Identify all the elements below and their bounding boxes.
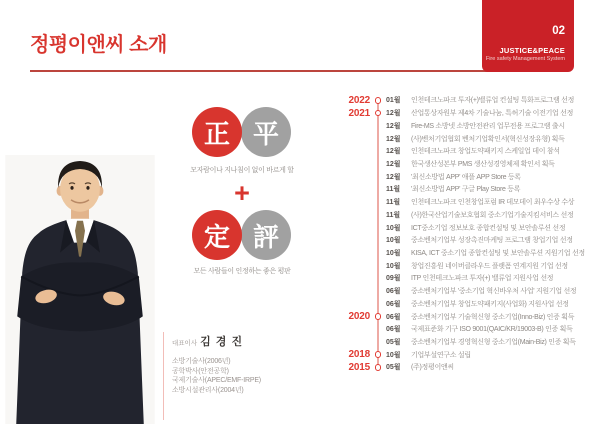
timeline-row: [330, 298, 598, 311]
timeline-month: 12월: [386, 110, 401, 118]
timeline-month: 11월: [386, 199, 401, 207]
timeline-node: [370, 148, 386, 155]
timeline-month: 10월: [386, 237, 401, 245]
timeline-month: 11월: [386, 186, 401, 194]
timeline-text: (주)정평이앤씨: [411, 364, 454, 372]
timeline-year: 2018: [348, 349, 370, 361]
timeline-text: ICT중소기업 정보보호 종합컨설팅 및 보안솔루션 선정: [411, 224, 566, 232]
timeline-month: 05월: [386, 364, 401, 372]
history-timeline: [330, 94, 598, 374]
timeline-dot-icon: [375, 351, 382, 358]
timeline-year: 2015: [348, 361, 370, 373]
timeline-node: [370, 97, 386, 104]
timeline-list: [330, 94, 598, 374]
page-number: 02: [552, 25, 565, 37]
timeline-month: 10월: [386, 262, 401, 270]
timeline-row: [330, 348, 598, 361]
ceo-credential: 소방기술사(2006년): [172, 358, 231, 365]
ceo-label: 대표이사: [172, 340, 198, 347]
ceo-credential: 소방시설관리사(2004년): [172, 386, 244, 394]
timeline-row: [330, 208, 598, 221]
timeline-node: [370, 301, 386, 308]
timeline-node: [370, 288, 386, 295]
philosophy-circle-jeong: 正: [192, 107, 242, 157]
timeline-text: 중소벤처기업부 성장촉진마케팅 프로그램 창업기업 선정: [411, 237, 573, 245]
timeline-row: [330, 196, 598, 209]
ceo-credential: 공학박사(안전공학): [172, 367, 229, 375]
timeline-node: [370, 275, 386, 282]
timeline-month: 01월: [386, 97, 401, 105]
timeline-row: [330, 272, 598, 285]
timeline-month: 12월: [386, 135, 401, 143]
timeline-node: [370, 173, 386, 180]
timeline-text: 산업통상자원부 제4차 기술나눔, 특허기술 이전기업 선정: [411, 110, 574, 118]
philosophy-caption-bottom: 모든 사람들이 인정하는 좋은 평판: [193, 268, 291, 275]
timeline-node: [370, 351, 386, 358]
timeline-row: [330, 259, 598, 272]
timeline-text: '최신소방법 APP' 구글 Play Store 등록: [411, 186, 521, 194]
timeline-text: 인천테크노파크 투자(+)밸류업 컨설팅 특화프로그램 선정: [411, 97, 575, 105]
timeline-node: [370, 135, 386, 142]
philosophy-caption-top: 모자람이나 지나침이 없이 바르게 할: [190, 167, 294, 174]
timeline-month: 11월: [386, 211, 401, 219]
timeline-row: [330, 247, 598, 260]
timeline-dot-icon: [375, 313, 382, 320]
timeline-text: 중소벤처기업부 창업도약패키지(사업화) 지원사업 선정: [411, 300, 569, 308]
timeline-year: 2020: [348, 311, 370, 323]
timeline-text: 국제표준화 기구 ISO 9001(QAIC/KR/19003-B) 인증 획득: [411, 326, 573, 334]
timeline-year: 2022: [348, 94, 370, 106]
title-underline: [30, 70, 490, 72]
timeline-month: 06월: [386, 313, 401, 321]
timeline-node: [370, 123, 386, 130]
timeline-year: 2021: [348, 107, 370, 119]
timeline-node: [370, 364, 386, 371]
timeline-row: [330, 132, 598, 145]
timeline-node: [370, 110, 386, 117]
timeline-month: 10월: [386, 351, 401, 359]
timeline-month: 06월: [386, 326, 401, 334]
company-logo: JUSTICE&PEACE: [499, 45, 565, 55]
timeline-row: [330, 158, 598, 171]
philosophy-circle-pyeong2: 評: [241, 210, 291, 260]
timeline-text: (사)벤처기업협회 벤처기업확인서(혁신성장유형) 획득: [411, 135, 565, 143]
timeline-node: [370, 237, 386, 244]
timeline-month: 09월: [386, 275, 401, 283]
plus-icon: +: [234, 178, 250, 208]
timeline-dot-icon: [375, 110, 382, 117]
timeline-month: 06월: [386, 300, 401, 308]
timeline-text: 중소벤처기업부 '중소기업 혁신바우처 사업' 지원기업 선정: [411, 288, 577, 296]
timeline-text: 기업부설연구소 설립: [411, 351, 471, 359]
timeline-node: [370, 224, 386, 231]
timeline-node: [370, 186, 386, 193]
timeline-row: [330, 119, 598, 132]
timeline-row: [330, 145, 598, 158]
timeline-row: [330, 336, 598, 349]
timeline-text: Fire-MS 소방넷 소방안전관리 업무전용 프로그램 출시: [411, 122, 565, 130]
timeline-row: [330, 183, 598, 196]
timeline-month: 12월: [386, 122, 401, 130]
timeline-text: 창업진흥원 네이버클라우드 플랫폼 연계지원 기업 선정: [411, 262, 568, 270]
philosophy-circle-pyeong: 平: [241, 107, 291, 157]
timeline-node: [370, 212, 386, 219]
timeline-month: 10월: [386, 224, 401, 232]
ceo-credentials: [172, 357, 333, 395]
timeline-text: 인천테크노파크 창업도약패키지 스케일업 데이 참석: [411, 148, 560, 156]
timeline-dot-icon: [375, 364, 382, 371]
timeline-text: 인천테크노파크 인천창업포럼 IR 데모데이 최우수상 수상: [411, 199, 575, 207]
timeline-node: [370, 326, 386, 333]
ceo-photo: [5, 155, 155, 424]
timeline-node: [370, 161, 386, 168]
corner-badge: [482, 0, 574, 72]
timeline-row: [330, 234, 598, 247]
timeline-month: 12월: [386, 160, 401, 168]
timeline-node: [370, 250, 386, 257]
timeline-text: (사)한국산업기술보호협회 중소기업기술지킴서비스 선정: [411, 211, 574, 219]
company-logo-subtitle: Fire safety Management System: [485, 55, 565, 62]
timeline-text: KISA, ICT 중소기업 종합컨설팅 및 보안솔루션 지원기업 선정: [411, 249, 585, 257]
page-title: 정평이앤씨 소개: [30, 34, 167, 56]
timeline-month: 12월: [386, 173, 401, 181]
timeline-row: [330, 94, 598, 107]
timeline-node: [370, 199, 386, 206]
timeline-node: [370, 313, 386, 320]
timeline-row: [330, 323, 598, 336]
timeline-row: [330, 221, 598, 234]
philosophy-circle-jeong2: 定: [192, 210, 242, 260]
timeline-month: 06월: [386, 288, 401, 296]
timeline-row: [330, 285, 598, 298]
timeline-text: '최신소방법 APP' 애플 APP Store 등록: [411, 173, 521, 181]
timeline-month: 05월: [386, 339, 401, 347]
timeline-text: 한국생산성본부 PMS 생산성경영체제 확인서 획득: [411, 160, 555, 168]
timeline-text: 중소벤처기업부 기술혁신형 중소기업(Inno-Biz) 인증 획득: [411, 313, 575, 321]
timeline-month: 12월: [386, 148, 401, 156]
timeline-text: ITP 인천테크노파크 투자(+) 밸류업 지원사업 선정: [411, 275, 554, 283]
timeline-month: 10월: [386, 249, 401, 257]
timeline-row: [330, 107, 598, 120]
ceo-info: [163, 332, 333, 420]
timeline-row: [330, 170, 598, 183]
timeline-row: [330, 361, 598, 374]
timeline-text: 중소벤처기업부 경영혁신형 중소기업(Main-Biz) 인증 획득: [411, 339, 576, 347]
timeline-node: [370, 339, 386, 346]
ceo-name: 김 경 진: [200, 336, 244, 348]
timeline-dot-icon: [375, 97, 382, 104]
timeline-row: [330, 310, 598, 323]
timeline-node: [370, 262, 386, 269]
ceo-credential: 국제기술사(APEC/EMF-IRPE): [172, 377, 261, 384]
